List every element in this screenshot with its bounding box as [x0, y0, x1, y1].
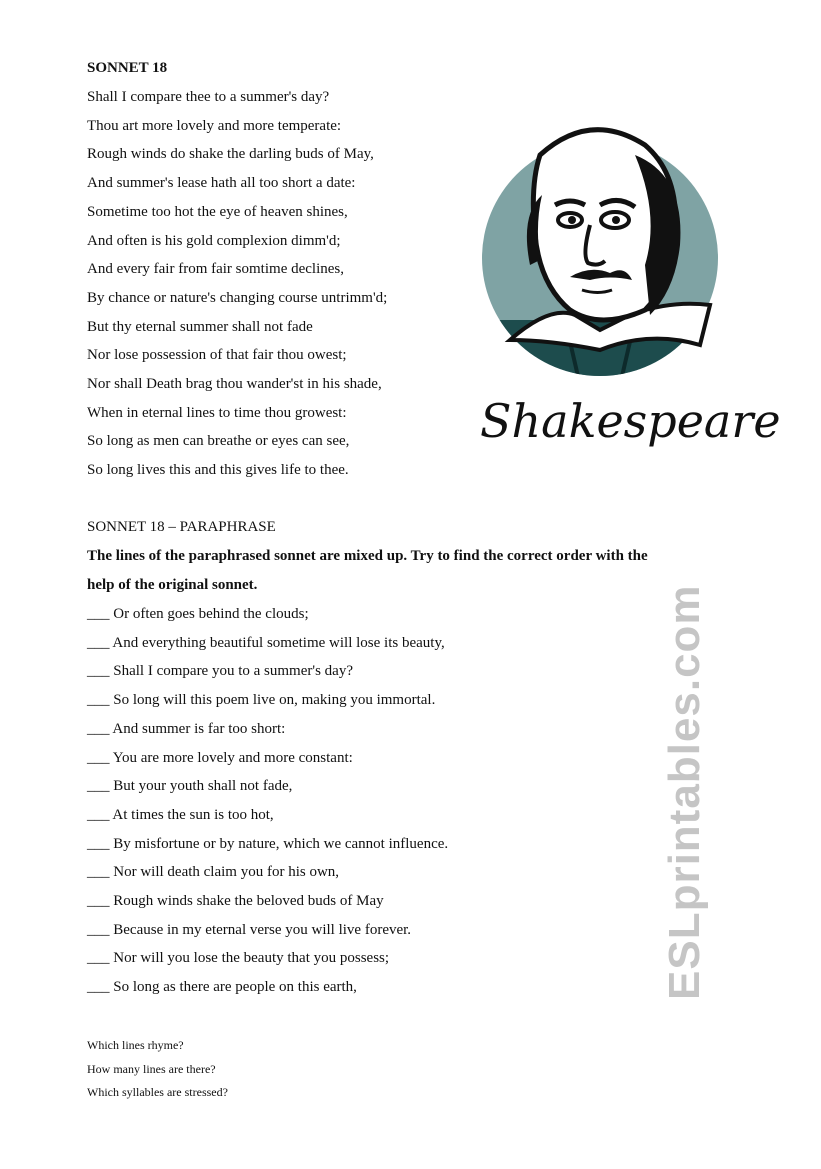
sonnet-line: Thou art more lovely and more temperate: — [87, 117, 342, 134]
sonnet-line: And summer's lease hath all too short a date: — [87, 175, 356, 192]
paraphrase-item: ___ And summer is far too short: — [87, 720, 286, 737]
paraphrase-item: ___ So long will this poem live on, making you immortal. — [87, 692, 436, 709]
sonnet-line: Rough winds do shake the darling buds of May, — [87, 146, 374, 163]
question-3: Which syllables are stressed? — [87, 1085, 228, 1099]
paraphrase-item: ___ Nor will you lose the beauty that you possess; — [87, 950, 390, 967]
sonnet-title: SONNET 18 — [87, 60, 168, 76]
sonnet-line: So long lives this and this gives life to thee. — [87, 462, 349, 479]
watermark: ESLprintables.com — [660, 584, 709, 1000]
paraphrase-title: SONNET 18 – PARAPHRASE — [87, 519, 276, 535]
question-2: How many lines are there? — [87, 1062, 216, 1076]
paraphrase-item: ___ Because in my eternal verse you will live forever. — [87, 921, 412, 938]
sonnet-line: So long as men can breathe or eyes can see, — [87, 433, 350, 450]
sonnet-line: Nor shall Death brag thou wander'st in his shade, — [87, 376, 382, 392]
paraphrase-item: ___ Shall I compare you to a summer's day? — [87, 663, 353, 680]
sonnet-line: When in eternal lines to time thou growest: — [87, 404, 347, 421]
instruction-line-2: help of the original sonnet. — [87, 577, 258, 593]
paraphrase-item: ___ Nor will death claim you for his own, — [87, 864, 340, 881]
paraphrase-item: ___ You are more lovely and more constant: — [87, 749, 353, 766]
paraphrase-item: ___ So long as there are people on this earth, — [87, 979, 357, 996]
paraphrase-item: ___ And everything beautiful sometime will lose its beauty, — [87, 634, 445, 651]
paraphrase-item: ___ Or often goes behind the clouds; — [87, 606, 309, 622]
question-1: Which lines rhyme? — [87, 1038, 184, 1052]
sonnet-line: Shall I compare thee to a summer's day? — [87, 89, 330, 105]
sonnet-line: And often is his gold complexion dimm'd; — [87, 232, 341, 249]
instruction-line-1: The lines of the paraphrased sonnet are mixed up. Try to find the correct order with the — [87, 548, 648, 564]
sonnet-line: By chance or nature's changing course untrimm'd; — [87, 289, 388, 306]
sonnet-line: Sometime too hot the eye of heaven shines, — [87, 203, 348, 220]
portrait-caption: Shakespeare — [480, 394, 781, 448]
paraphrase-item: ___ By misfortune or by nature, which we cannot influence. — [87, 835, 449, 852]
sonnet-line: And every fair from fair somtime declines, — [87, 261, 344, 278]
paraphrase-item: ___ But your youth shall not fade, — [87, 778, 293, 795]
shakespeare-portrait — [470, 115, 781, 455]
paraphrase-item: ___ At times the sun is too hot, — [87, 806, 274, 823]
paraphrase-item: ___ Rough winds shake the beloved buds of May — [87, 893, 384, 909]
sonnet-line: Nor lose possession of that fair thou owest; — [87, 347, 347, 364]
sonnet-line: But thy eternal summer shall not fade — [87, 318, 313, 335]
